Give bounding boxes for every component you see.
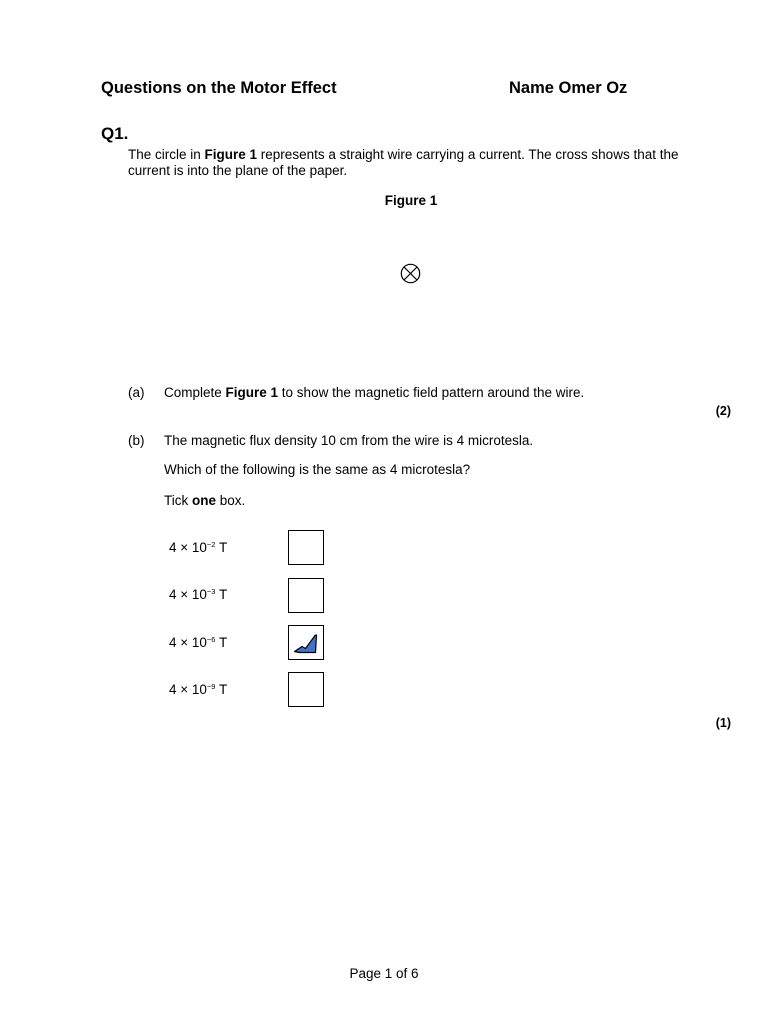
- student-name: Name Omer Oz: [509, 79, 628, 97]
- intro-text-start: The circle in: [128, 147, 205, 162]
- option-exponent: −9: [206, 682, 216, 691]
- option-base: 4 × 10: [169, 587, 207, 602]
- figure-caption: Figure 1: [384, 193, 438, 208]
- part-b-marks: (1): [715, 716, 731, 730]
- option-label: [169, 540, 227, 555]
- option-exponent: −3: [206, 587, 216, 596]
- part-b-instruction: [164, 493, 245, 508]
- option-unit: T: [215, 635, 228, 650]
- instruction-text-start: Tick: [164, 493, 192, 508]
- answer-checkbox[interactable]: [288, 578, 324, 613]
- page-number: Page 1 of 6: [349, 966, 419, 981]
- question-intro: [128, 147, 698, 179]
- option-base: 4 × 10: [169, 635, 207, 650]
- circled-cross-icon: [400, 263, 421, 284]
- part-a-text: [164, 385, 584, 400]
- part-b-label: (b): [128, 433, 145, 448]
- option-label: [169, 587, 227, 602]
- part-a-text-start: Complete: [164, 385, 226, 400]
- intro-figure-ref: Figure 1: [204, 147, 258, 162]
- option-label: [169, 682, 227, 697]
- part-b-statement: The magnetic flux density 10 cm from the wire is 4 microtesla.: [164, 433, 534, 448]
- option-exponent: −2: [206, 540, 216, 549]
- option-unit: T: [215, 587, 228, 602]
- document-title: Questions on the Motor Effect: [101, 79, 337, 97]
- answer-checkbox-checked[interactable]: [288, 625, 324, 660]
- answer-checkbox[interactable]: [288, 530, 324, 565]
- option-unit: T: [215, 540, 228, 555]
- option-base: 4 × 10: [169, 540, 207, 555]
- intro-text-end: represents a straight wire carrying a current. The cross shows that the current is into the plane of the paper.: [128, 147, 679, 178]
- question-number: Q1.: [101, 124, 129, 143]
- checkmark-icon: [293, 631, 320, 656]
- part-a-label: (a): [128, 385, 145, 400]
- part-a-marks: (2): [715, 404, 731, 418]
- option-base: 4 × 10: [169, 682, 207, 697]
- part-a-text-end: to show the magnetic field pattern around the wire.: [278, 385, 585, 400]
- option-exponent: −6: [206, 635, 216, 644]
- option-unit: T: [215, 682, 228, 697]
- answer-checkbox[interactable]: [288, 672, 324, 707]
- option-label: [169, 635, 227, 650]
- part-a-figure-ref: Figure 1: [225, 385, 279, 400]
- part-b-question: Which of the following is the same as 4 microtesla?: [164, 462, 471, 477]
- instruction-emphasis: one: [192, 493, 217, 508]
- instruction-text-end: box.: [216, 493, 246, 508]
